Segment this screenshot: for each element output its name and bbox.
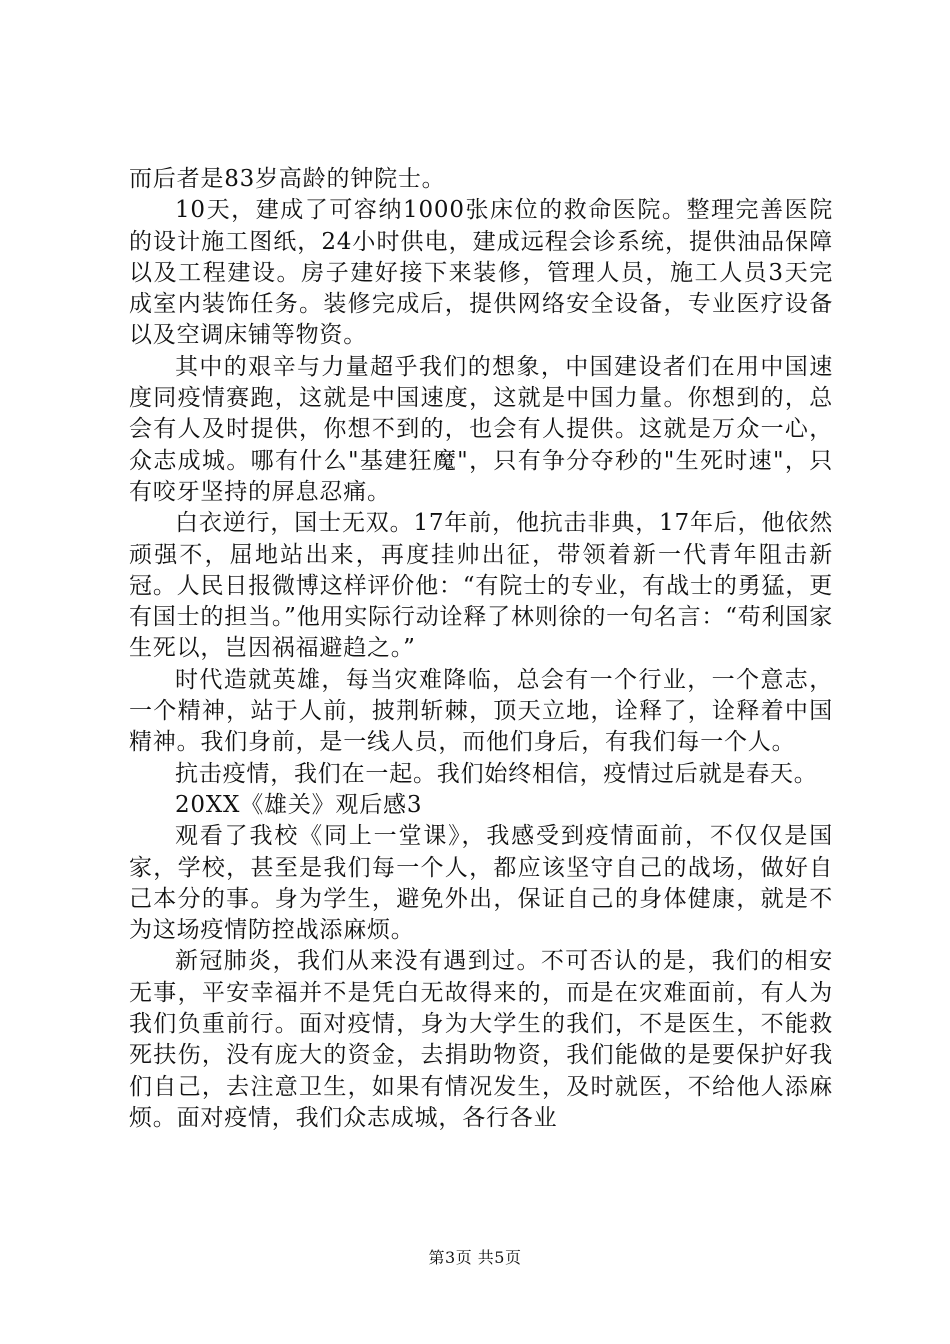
paragraph-6: 抗击疫情，我们在一起。我们始终相信，疫情过后就是春天。	[175, 760, 818, 787]
paragraph-5: 时代造就英雄，每当灾难降临，总会有一个行业，一个意志，一个精神，站于人前，披荆斩棘，顶天立地，诠释了，诠释着中国精神。我们身前，是一线人员，而他们身后，有我们每一个人。	[129, 666, 833, 756]
section-heading: 20XX《雄关》观后感3	[175, 791, 423, 818]
paragraph-2: 10天，建成了可容纳1000张床位的救命医院。整理完善医院的设计施工图纸，24小时供电，建成远程会诊系统，提供油品保障以及工程建设。房子建好接下来装修，管理人员，施工人员3天完成室内装饰任务。装修完成后，提供网络安全设备，专业医疗设备以及空调床铺等物资。	[129, 197, 833, 349]
page-footer: 第3页 共5页	[428, 1248, 522, 1267]
paragraph-1: 而后者是83岁高龄的钟院士。	[129, 166, 446, 192]
paragraph-3: 其中的艰辛与力量超乎我们的想象，中国建设者们在用中国速度同疫情赛跑，这就是中国速度，这就是中国力量。你想到的，总会有人及时提供，你想不到的，也会有人提供。这就是万众一心，众志成城。哪有什么"基建狂魔"，只有争分夺秒的"生死时速"，只有咬牙坚持的屏息忍痛。	[129, 353, 833, 505]
document-body	[129, 164, 833, 1134]
paragraph-4: 白衣逆行，国士无双。17年前，他抗击非典，17年后，他依然顽强不，屈地站出来，再度挂帅出征，带领着新一代青年阻击新冠。人民日报微博这样评价他：“有院士的专业，有战士的勇猛，更有国士的担当。”他用实际行动诠释了林则徐的一句名言：“苟利国家生死以，岂因祸福避趋之。”	[129, 510, 833, 662]
paragraph-7: 观看了我校《同上一堂课》，我感受到疫情面前，不仅仅是国家，学校，甚至是我们每一个人，都应该坚守自己的战场，做好自己本分的事。身为学生，避免外出，保证自己的身体健康，就是不为这场疫情防控战添麻烦。	[129, 823, 833, 944]
paragraph-8: 新冠肺炎，我们从来没有遇到过。不可否认的是，我们的相安无事，平安幸福并不是凭白无故得来的，而是在灾难面前，有人为我们负重前行。面对疫情，身为大学生的我们，不是医生，不能救死扶伤，没有庞大的资金，去捐助物资，我们能做的是要保护好我们自己，去注意卫生，如果有情况发生，及时就医，不给他人添麻烦。面对疫情，我们众志成城，各行各业	[129, 948, 833, 1131]
